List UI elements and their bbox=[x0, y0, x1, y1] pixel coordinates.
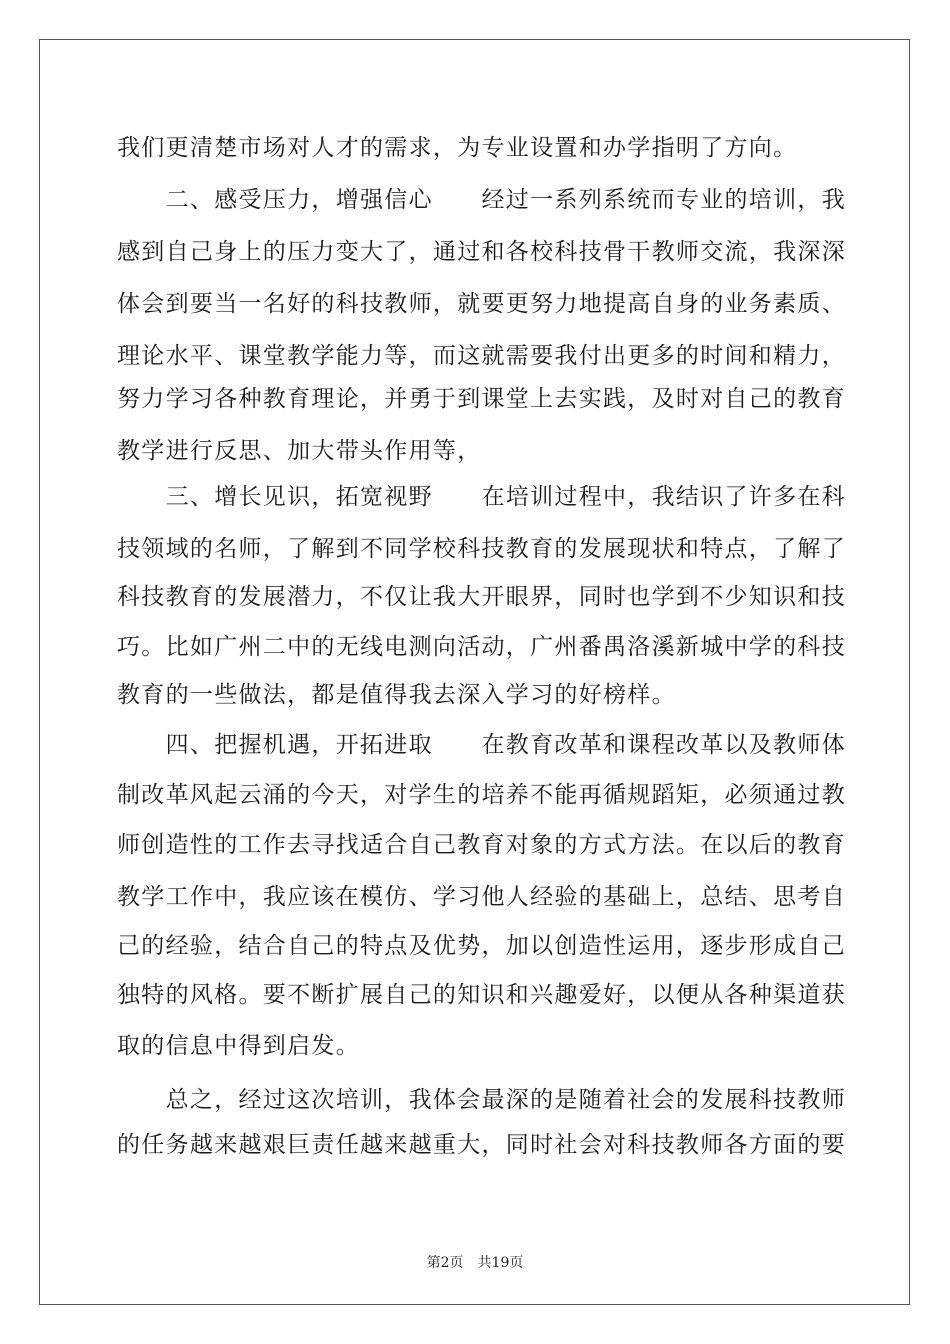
text-line: 取的信息中得到启发。 bbox=[117, 1033, 360, 1059]
text-line: 教学工作中，我应该在模仿、学习他人经验的基础上，总结、思考自 bbox=[117, 884, 846, 910]
text-line: 三、增长见识，拓宽视野 在培训过程中，我结识了许多在科 bbox=[117, 484, 846, 510]
text-line: 师创造性的工作去寻找适合自己教育对象的方式方法。在以后的教育 bbox=[117, 832, 846, 858]
text-line: 技领域的名师，了解到不同学校科技教育的发展现状和特点，了解了 bbox=[117, 536, 846, 562]
page-border bbox=[39, 39, 910, 1305]
text-line: 己的经验，结合自己的特点及优势，加以创造性运用，逐步形成自己 bbox=[117, 933, 846, 959]
text-line: 二、感受压力，增强信心 经过一系列系统而专业的培训，我 bbox=[117, 187, 846, 213]
page-total: 共19页 bbox=[477, 1255, 524, 1271]
text-line: 独特的风格。要不断扩展自己的知识和兴趣爱好，以便从各种渠道获 bbox=[117, 982, 846, 1008]
text-line: 努力学习各种教育理论，并勇于到课堂上去实践，及时对自己的教育 bbox=[117, 386, 846, 412]
page-footer bbox=[0, 1252, 950, 1272]
text-line: 巧。比如广州二中的无线电测向活动，广州番禺洛溪新城中学的科技 bbox=[117, 634, 846, 660]
text-line: 教学进行反思、加大带头作用等， bbox=[117, 438, 482, 464]
page-number: 第2页 bbox=[426, 1255, 464, 1271]
text-line: 的任务越来越艰巨责任越来越重大，同时社会对科技教师各方面的要 bbox=[117, 1132, 846, 1158]
text-line: 制改革风起云涌的今天，对学生的培养不能再循规蹈矩，必须通过教 bbox=[117, 782, 846, 808]
text-line: 总之，经过这次培训，我体会最深的是随着社会的发展科技教师 bbox=[117, 1087, 846, 1113]
text-line: 体会到要当一名好的科技教师，就要更努力地提高自身的业务素质、 bbox=[117, 291, 846, 317]
text-line: 教育的一些做法，都是值得我去深入学习的好榜样。 bbox=[117, 682, 676, 708]
text-line: 我们更清楚市场对人才的需求，为专业设置和办学指明了方向。 bbox=[117, 135, 798, 161]
text-line: 四、把握机遇，开拓进取 在教育改革和课程改革以及教师体 bbox=[117, 732, 846, 758]
text-line: 感到自己身上的压力变大了，通过和各校科技骨干教师交流，我深深 bbox=[117, 239, 846, 265]
text-line: 科技教育的发展潜力，不仅让我大开眼界，同时也学到不少知识和技 bbox=[117, 584, 846, 610]
text-line: 理论水平、课堂教学能力等，而这就需要我付出更多的时间和精力， bbox=[117, 343, 846, 369]
